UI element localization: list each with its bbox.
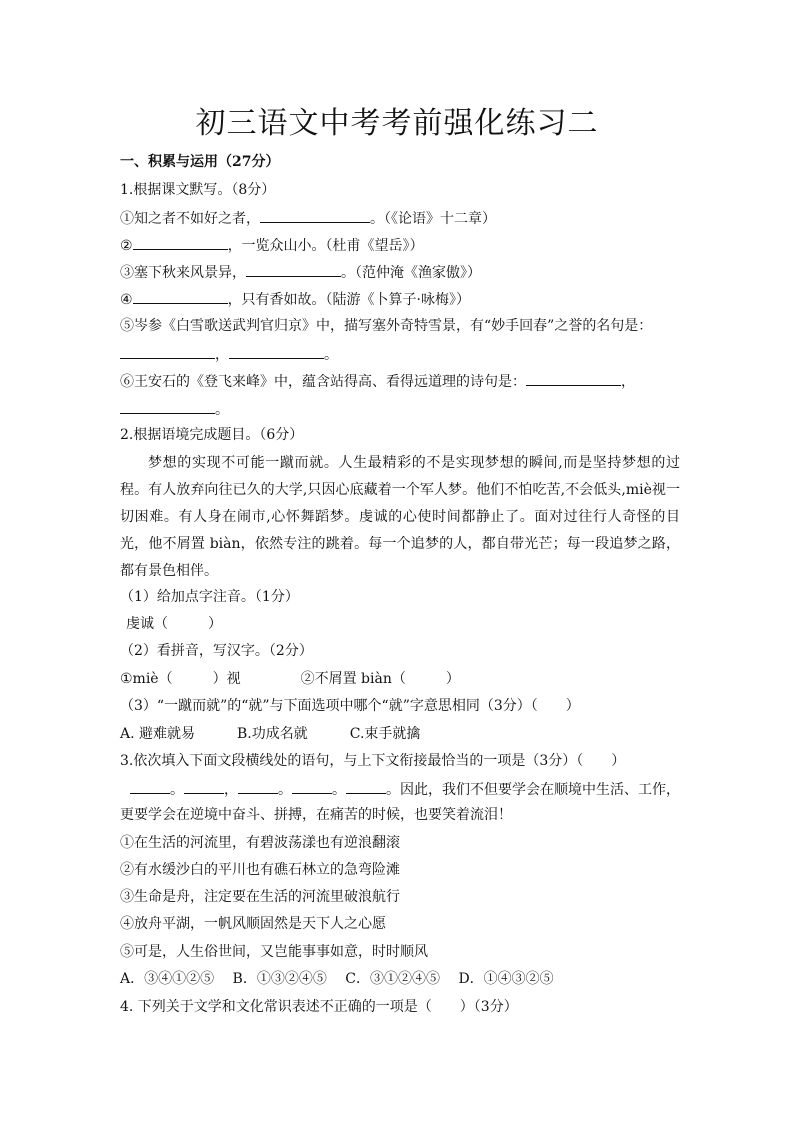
answer-blank[interactable] — [133, 234, 228, 250]
q1-item-1 — [120, 207, 496, 229]
q3-fill-punct: 。 — [278, 782, 292, 798]
q1-item-4-text: ，只有香如故。（陆游《卜算子·咏梅》） — [227, 292, 471, 308]
q1-item-1-text: ①知之者不如好之者， — [120, 211, 260, 227]
answer-blank[interactable] — [133, 288, 228, 304]
comma: ， — [215, 347, 229, 363]
q3-option-5: ⑤可是，人生俗世间，又岂能事事如意，时时顺风 — [120, 944, 428, 960]
section-heading: 一、积累与运用（27分） — [120, 154, 280, 170]
answer-blank[interactable] — [120, 343, 215, 359]
answer-blank[interactable] — [238, 778, 278, 794]
q1-item-3 — [120, 261, 481, 283]
q1-item-4-num: ④ — [120, 292, 133, 308]
q3-option-4: ④放舟平湖，一帆风顺固然是天下人之心愿 — [120, 916, 386, 932]
q2-sub3-options: A. 避难就易 B.功成名就 C.束手就擒 — [120, 726, 421, 742]
q2-sub3: （3）“一蹴而就”的“就”与下面选项中哪个“就”字意思相同（3分）（ ） — [120, 698, 580, 714]
comma: ， — [621, 374, 635, 390]
q2-sub2-b-end: ） — [445, 671, 460, 687]
q1-item-6-answer — [120, 398, 229, 420]
answer-blank[interactable] — [246, 261, 341, 277]
answer-blank[interactable] — [120, 398, 215, 414]
q1-item-5: ⑤岑参《白雪歌送武判官归京》中，描写塞外奇特雪景，有“妙手回春”之誉的名句是： — [120, 318, 653, 334]
close-paren: ） — [208, 616, 222, 632]
q3-option-1: ①在生活的河流里，有碧波荡漾也有逆浪翻滚 — [120, 835, 400, 851]
q1-item-2-num: ② — [120, 238, 133, 254]
period: 。 — [324, 347, 338, 363]
q2-sub1-answer — [126, 614, 222, 634]
q3-fill-punct: ， — [224, 782, 238, 798]
q3-fill-tail: 。因此，我们不但要学会在顺境中生活、工作， — [386, 782, 680, 798]
q3-fill-punct: 。 — [332, 782, 346, 798]
q1-item-2-text: ，一览众山小。（杜甫《望岳》） — [227, 238, 424, 254]
q2-passage: 梦想的实现不可能一蹴而就。人生最精彩的不是实现梦想的瞬间,而是坚持梦想的过程。有人放弃向往已久的大学,只因心底藏着一个军人梦。他们不怕吃苦,不会低头,miè视一切困难。有人身在闹市,心怀舞蹈梦。虔诚的心使时间都静止了。面对过往行人奇怪的目光，他不屑置 biàn，依然专注的跳着。每一个追梦的人，都自带光芒；每一段追梦之路，都有景色相伴。 — [120, 455, 680, 579]
q3-option-3: ③生命是舟，注定要在生活的河流里破浪航行 — [120, 889, 400, 905]
q2-sub2-answer — [120, 669, 460, 689]
answer-blank[interactable] — [346, 778, 386, 794]
q1-item-3-source: 。（范仲淹《渔家傲》） — [341, 265, 481, 281]
page-title: 初三语文中考考前强化练习二 — [195, 106, 599, 141]
q1-item-6-text: ⑥王安石的《登飞来峰》中，蕴含站得高、看得远道理的诗句是： — [120, 374, 526, 390]
q4-heading: 4. 下列关于文学和文化常识表述不正确的一项是（ ）（3分） — [120, 999, 518, 1015]
q3-heading: 3.依次填入下面文段横线处的语句，与上下文衔接最恰当的一项是（3分）（ ） — [120, 753, 626, 769]
answer-blank[interactable] — [229, 343, 324, 359]
answer-blank[interactable] — [260, 207, 370, 223]
period: 。 — [215, 402, 229, 418]
q2-sub2: （2）看拼音，写汉字。（2分） — [120, 643, 313, 659]
q3-option-2: ②有水缓沙白的平川也有礁石林立的急弯险滩 — [120, 862, 400, 878]
answer-blank[interactable] — [526, 370, 621, 386]
q1-heading: 1.根据课文默写。（8分） — [120, 182, 276, 198]
q2-heading: 2.根据语境完成题目。（6分） — [120, 427, 304, 443]
q2-sub2-a-end: ）视 — [212, 671, 241, 687]
q1-item-6 — [120, 370, 635, 392]
q1-item-4 — [120, 288, 470, 310]
q3-fill-punct: 。 — [170, 782, 184, 798]
q3-choices: A．③④①②⑤ B．①③②④⑤ C．③①②④⑤ D．①④③②⑤ — [120, 971, 554, 987]
q2-sub2-b: ②不屑置 biàn（ — [300, 671, 406, 687]
q1-item-1-source: 。（《论语》十二章） — [370, 211, 496, 227]
answer-blank[interactable] — [292, 778, 332, 794]
q2-sub2-a: ①miè（ — [120, 671, 173, 687]
q2-sub1-word: 虔诚（ — [126, 616, 168, 632]
q3-text-line: 更要学会在逆境中奋斗、拼搏，在痛苦的时候，也要笑着流泪！ — [120, 807, 512, 823]
answer-blank[interactable] — [130, 778, 170, 794]
answer-blank[interactable] — [184, 778, 224, 794]
q1-item-2 — [120, 234, 424, 256]
q3-fill-line — [130, 778, 680, 800]
q1-item-5-answers — [120, 343, 338, 365]
q2-sub1: （1）给加点字注音。（1分） — [120, 589, 299, 605]
q1-item-3-text: ③塞下秋来风景异， — [120, 265, 246, 281]
